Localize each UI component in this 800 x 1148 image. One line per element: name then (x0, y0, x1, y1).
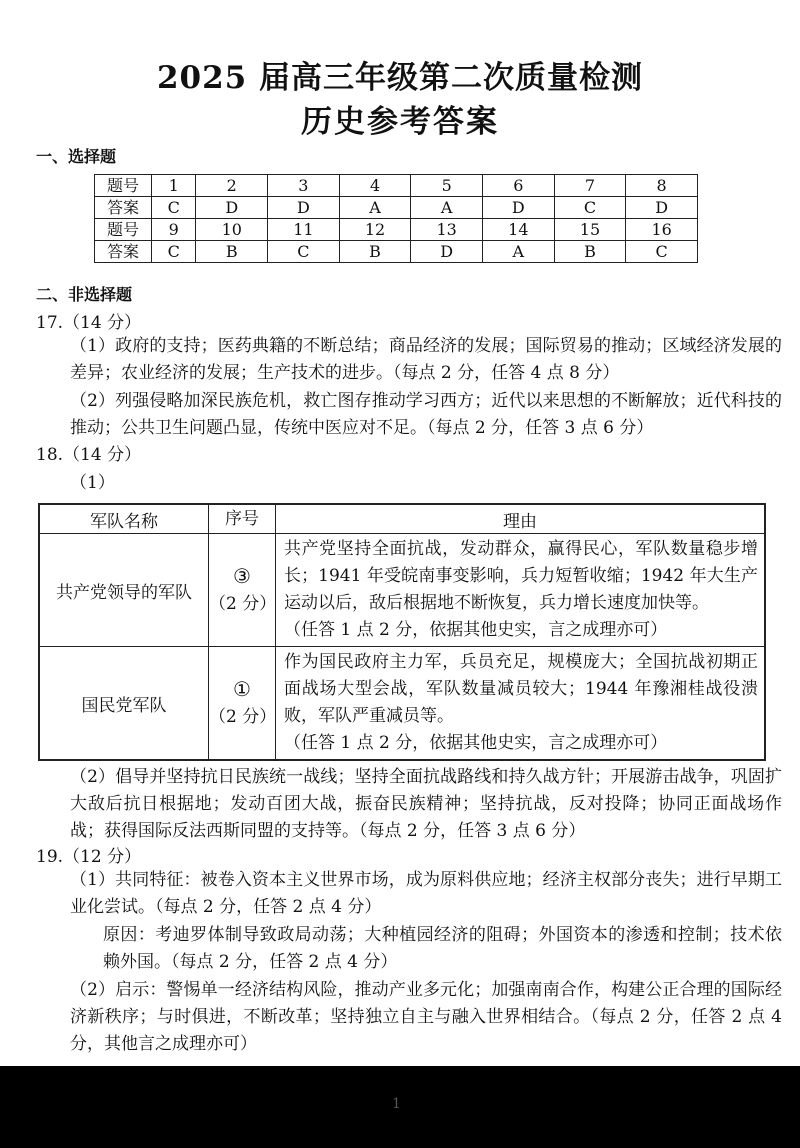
army-name: 国民党军队 (39, 647, 209, 761)
army-comparison-table (38, 503, 766, 761)
choice-answer-table (94, 174, 698, 263)
table-cell: 2 (196, 175, 268, 197)
table-cell: C (626, 241, 698, 263)
question-18-part-1-label: （1） (70, 473, 115, 493)
row-label: 答案 (95, 197, 152, 219)
table-row (39, 647, 765, 761)
column-header: 理由 (276, 504, 766, 534)
army-number-cell (209, 647, 276, 761)
army-reason: 作为国民政府主力军，兵员充足，规模庞大；全国抗战初期正面战场大型会战，军队数量减员较大；1944 年豫湘桂战役溃败，军队严重减员等。 (284, 652, 758, 726)
table-cell: C (152, 197, 196, 219)
table-cell: 5 (411, 175, 483, 197)
question-19-part-1-reasons: 原因：考迪罗体制导致政局动荡；大种植园经济的阻碍；外国资本的渗透和控制；技术依赖外国。（每点 2 分，任答 2 点 4 分） (103, 925, 782, 972)
table-cell: 11 (268, 219, 340, 241)
table-cell: C (554, 197, 626, 219)
table-cell: 15 (554, 219, 626, 241)
table-row (95, 219, 698, 241)
table-cell: 12 (339, 219, 411, 241)
table-row (95, 241, 698, 263)
table-cell: C (268, 241, 340, 263)
row-label: 题号 (95, 219, 152, 241)
table-cell: A (339, 197, 411, 219)
table-cell: B (196, 241, 268, 263)
table-cell: C (152, 241, 196, 263)
table-cell: 13 (411, 219, 483, 241)
table-cell: 14 (483, 219, 555, 241)
question-17-part-1: （1）政府的支持；医药典籍的不断总结；商品经济的发展；国际贸易的推动；区域经济发展的差异；农业经济的发展；生产技术的进步。（每点 2 分，任答 4 点 8 分） (70, 336, 782, 383)
table-cell: 3 (268, 175, 340, 197)
question-19-part-1-features: （1）共同特征：被卷入资本主义世界市场，成为原料供应地；经济主权部分丧失；进行早期工业化尝试。（每点 2 分，任答 2 点 4 分） (70, 870, 782, 917)
table-header-row (39, 504, 765, 534)
table-cell: 6 (483, 175, 555, 197)
table-cell: A (483, 241, 555, 263)
army-number: ③ (233, 564, 251, 588)
army-reason-cell (276, 647, 766, 761)
question-17-part-2: （2）列强侵略加深民族危机，救亡图存推动学习西方；近代以来思想的不断解放；近代科技的推动；公共卫生问题凸显，传统中医应对不足。（每点 2 分，任答 3 点 6 分） (70, 391, 782, 438)
exam-subtitle: 历史参考答案 (301, 104, 499, 140)
table-cell: 8 (626, 175, 698, 197)
table-cell: 16 (626, 219, 698, 241)
army-name: 共产党领导的军队 (39, 534, 209, 647)
table-cell: B (554, 241, 626, 263)
row-label: 答案 (95, 241, 152, 263)
section-heading-nonchoice: 二、非选择题 (36, 285, 133, 304)
question-19-part-2: （2）启示：警惕单一经济结构风险，推动产业多元化；加强南南合作，构建公正合理的国际经济新秩序；与时俱进，不断改革；坚持独立自主与融入世界相结合。（每点 2 分，任答 2 点 4 分，其他言之成理亦可） (70, 980, 782, 1054)
table-row (95, 175, 698, 197)
army-reason-cell (276, 534, 766, 647)
question-17-heading: 17.（14 分） (36, 313, 142, 333)
table-cell: 9 (152, 219, 196, 241)
table-cell: 10 (196, 219, 268, 241)
table-cell: 4 (339, 175, 411, 197)
army-reason-note: （任答 1 点 2 分，依据其他史实，言之成理亦可） (284, 620, 668, 640)
army-number-score: （2 分） (209, 594, 277, 614)
question-18-part-2: （2）倡导并坚持抗日民族统一战线；坚持全面抗战路线和持久战方针；开展游击战争，巩固扩大敌后抗日根据地；发动百团大战，振奋民族精神；坚持抗战，反对投降；协同正面战场作战；获得国际反法西斯同盟的支持等。（每点 2 分，任答 3 点 6 分） (70, 767, 782, 841)
column-header: 序号 (209, 504, 276, 534)
table-cell: B (339, 241, 411, 263)
table-cell: 7 (554, 175, 626, 197)
table-cell: D (483, 197, 555, 219)
army-reason: 共产党坚持全面抗战，发动群众，赢得民心，军队数量稳步增长；1941 年受皖南事变影响，兵力短暂收缩；1942 年大生产运动以后，敌后根据地不断恢复，兵力增长速度加快等。 (284, 539, 758, 613)
page-number: 1 (392, 1096, 401, 1112)
army-number-cell (209, 534, 276, 647)
table-cell: 1 (152, 175, 196, 197)
question-19-heading: 19.（12 分） (36, 847, 142, 867)
table-row (95, 197, 698, 219)
table-cell: D (626, 197, 698, 219)
table-cell: D (411, 241, 483, 263)
table-cell: D (196, 197, 268, 219)
table-cell: D (268, 197, 340, 219)
exam-title: 2025 届高三年级第二次质量检测 (156, 60, 644, 96)
section-heading-choice: 一、选择题 (36, 147, 117, 166)
row-label: 题号 (95, 175, 152, 197)
question-18-heading: 18.（14 分） (36, 445, 142, 465)
table-row (39, 534, 765, 647)
column-header: 军队名称 (39, 504, 209, 534)
army-number: ① (233, 677, 251, 701)
table-cell: A (411, 197, 483, 219)
army-reason-note: （任答 1 点 2 分，依据其他史实，言之成理亦可） (284, 733, 668, 753)
army-number-score: （2 分） (209, 707, 277, 727)
